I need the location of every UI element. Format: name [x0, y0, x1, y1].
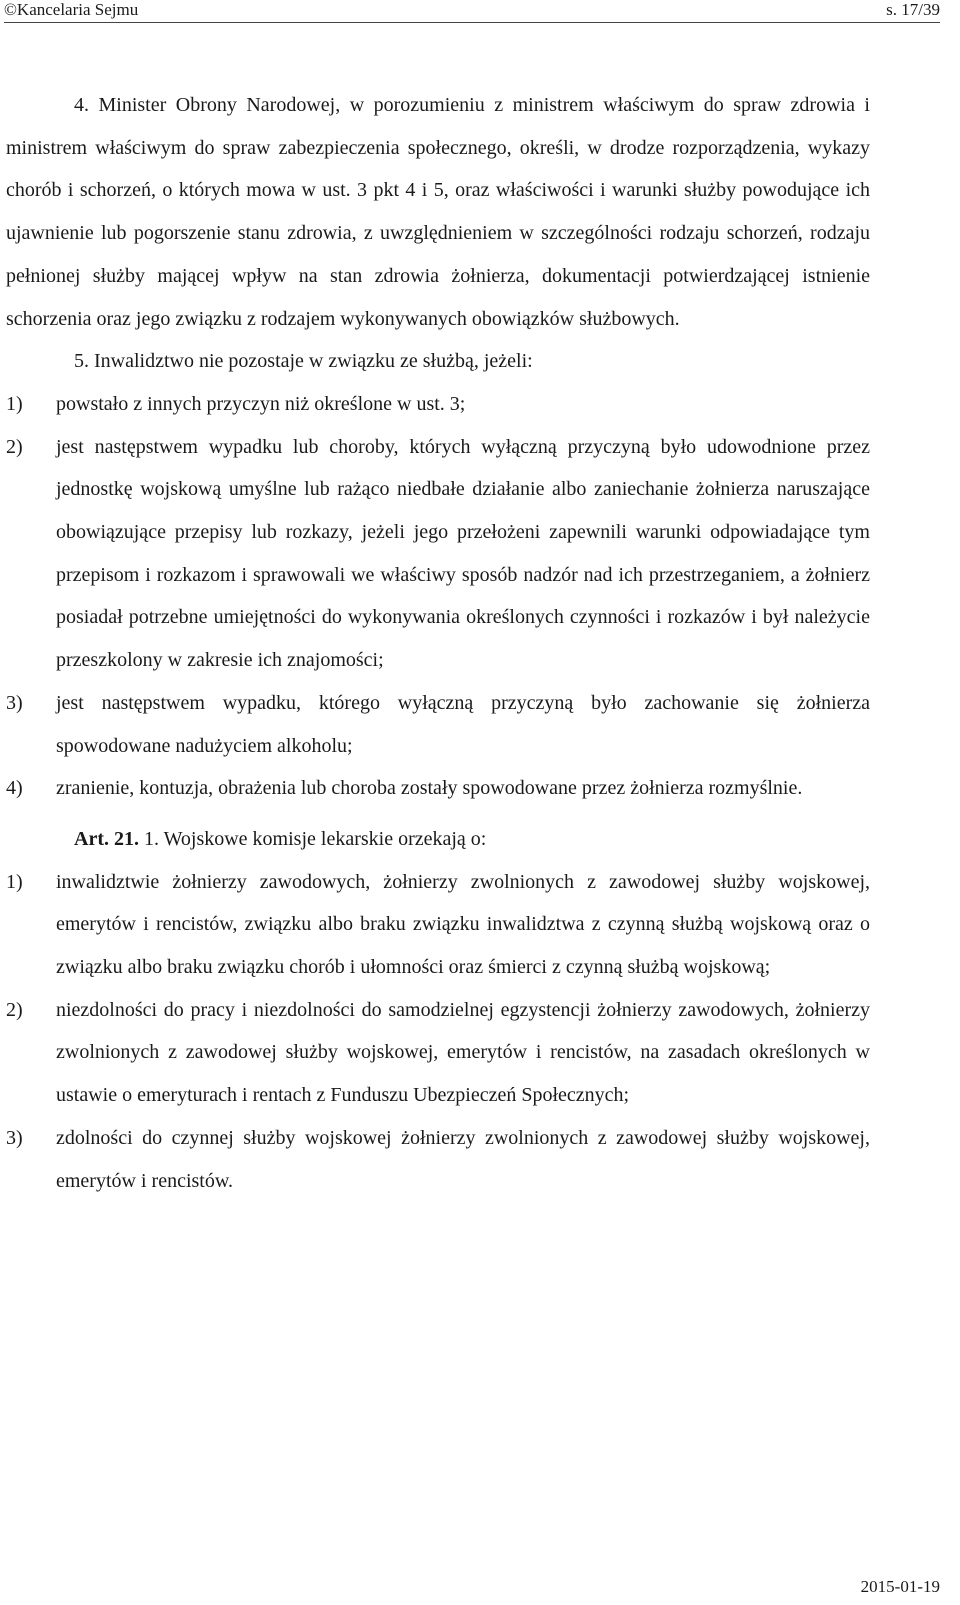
list-item-number: 3) [6, 1126, 23, 1149]
list-item [6, 383, 870, 426]
article-21-intro-text: 1. Wojskowe komisje lekarskie orzekają o: [138, 827, 487, 850]
list-item [6, 767, 870, 810]
list-item [6, 682, 870, 767]
list-item [6, 426, 870, 682]
list-item-text: zdolności do czynnej służby wojskowej żołnierzy zwolnionych z zawodowej służby wojskowej, emerytów i rencistów. [56, 1126, 870, 1192]
paragraph-4: 4. Minister Obrony Narodowej, w porozumieniu z ministrem właściwym do spraw zdrowia i ministrem właściwym do spraw zabezpieczenia społecznego, określi, w drodze rozporządzenia, wykazy chorób i schorzeń, o których mowa w ust. 3 pkt 4 i 5, oraz właściwości i warunki służby powodujące ich ujawnienie lub pogorszenie stanu zdrowia, z uwzględnieniem w szczególności rodzaju schorzeń, rodzaju pełnionej służby mającej wpływ na stan zdrowia żołnierza, dokumentacji potwierdzającej istnienie schorzenia oraz jego związku z rodzajem wykonywanych obowiązków służbowych. [6, 94, 870, 330]
list-item [6, 989, 870, 1117]
list-item-text: powstało z innych przyczyn niż określone w ust. 3; [56, 392, 466, 415]
list-item-number: 2) [6, 998, 23, 1021]
list-item [6, 861, 870, 989]
header-page-number: s. 17/39 [886, 0, 940, 19]
list-item-text: jest następstwem wypadku, którego wyłączną przyczyną było zachowanie się żołnierza spowodowane nadużyciem alkoholu; [56, 691, 870, 757]
list-item-text: zranienie, kontuzja, obrażenia lub choroba zostały spowodowane przez żołnierza rozmyślnie. [56, 777, 803, 800]
list-item-number: 1) [6, 870, 23, 893]
list-item-text: inwalidztwie żołnierzy zawodowych, żołnierzy zwolnionych z zawodowej służby wojskowej, emerytów i rencistów, związku albo braku związku inwalidztwa z czynną służbą wojskową oraz o związku albo braku związku chorób i ułomności oraz śmierci z czynną służbą wojskową; [56, 870, 870, 979]
header-source: ©Kancelaria Sejmu [4, 0, 139, 19]
document-body [6, 84, 870, 1202]
list-item-number: 4) [6, 777, 23, 800]
list-item-number: 2) [6, 435, 23, 458]
page-header [4, 0, 940, 23]
list-item [6, 1117, 870, 1202]
article-21-label: Art. 21. [74, 827, 139, 850]
paragraph-5-intro: 5. Inwalidztwo nie pozostaje w związku ze służbą, jeżeli: [74, 350, 533, 373]
article-21-intro [6, 818, 870, 861]
list-item-number: 1) [6, 392, 23, 415]
footer-date: 2015-01-19 [860, 1577, 940, 1596]
list-item-number: 3) [6, 691, 23, 714]
list-item-text: niezdolności do pracy i niezdolności do samodzielnej egzystencji żołnierzy zawodowych, żołnierzy zwolnionych z zawodowej służby wojskowej, emerytów i rencistów, na zasadach określonych w ustawie o emeryturach i rentach z Funduszu Ubezpieczeń Społecznych; [56, 998, 870, 1107]
list-item-text: jest następstwem wypadku lub choroby, których wyłączną przyczyną było udowodnione przez jednostkę wojskową umyślne lub rażąco niedbałe działanie albo zaniechanie żołnierza naruszające obowiązujące przepisy lub rozkazy, jeżeli jego przełożeni zapewnili warunki odpowiadające tym przepisom i rozkazom i sprawowali we właściwy sposób nadzór nad ich przestrzeganiem, a żołnierz posiadał potrzebne umiejętności do wykonywania określonych czynności i rozkazów i był należycie przeszkolony w zakresie ich znajomości; [56, 435, 870, 672]
